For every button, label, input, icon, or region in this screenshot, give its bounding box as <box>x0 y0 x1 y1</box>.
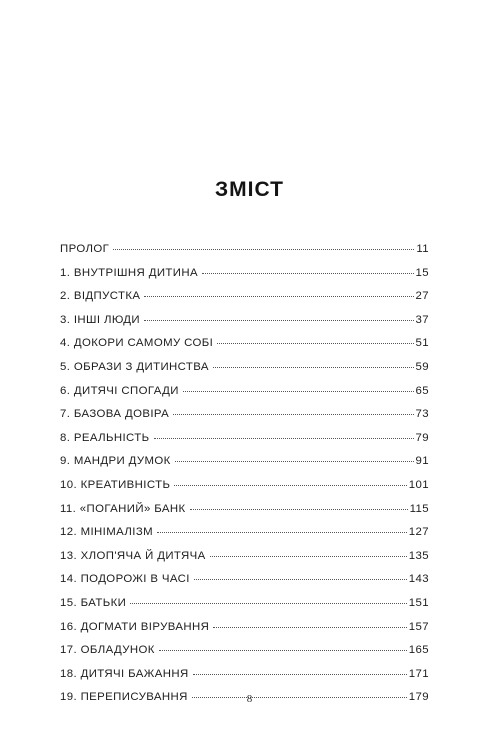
toc-entry-title: 15. БАТЬКИ <box>60 596 127 609</box>
toc-entry-page-number: 143 <box>408 573 429 586</box>
toc-entry-page-number: 11 <box>416 243 429 255</box>
toc-entry-title: 6. ДИТЯЧІ СПОГАДИ <box>60 384 179 397</box>
toc-entry-title: 17. ОБЛАДУНОК <box>60 644 155 657</box>
toc-entry-page-number: 37 <box>415 313 429 326</box>
dot-leader <box>213 367 414 368</box>
toc-entry <box>60 337 429 361</box>
page-title: ЗМІСТ <box>215 178 284 201</box>
dot-leader <box>144 320 414 321</box>
dot-leader <box>175 461 414 462</box>
toc-entry-page-number: 115 <box>409 502 429 515</box>
toc-entry-title: 9. МАНДРИ ДУМОК <box>60 455 171 468</box>
toc-entry-page-number: 151 <box>408 596 429 609</box>
toc-entry-title: 8. РЕАЛЬНІСТЬ <box>60 431 150 444</box>
dot-leader <box>217 343 413 344</box>
toc-entry-page-number: 59 <box>415 360 429 373</box>
dot-leader <box>174 485 406 486</box>
toc-entry-page-number: 51 <box>415 337 429 350</box>
toc-entry <box>60 432 429 456</box>
dot-leader <box>193 674 407 675</box>
dot-leader <box>194 579 407 580</box>
table-of-contents <box>60 243 429 715</box>
dot-leader <box>144 296 413 297</box>
toc-entry-page-number: 79 <box>415 431 429 444</box>
toc-entry <box>60 644 429 668</box>
dot-leader <box>173 414 413 415</box>
dot-leader <box>190 509 408 510</box>
toc-entry <box>60 361 429 385</box>
toc-entry-title: 2. ВІДПУСТКА <box>60 290 141 303</box>
toc-entry-title: 13. ХЛОП'ЯЧА Й ДИТЯЧА <box>60 549 206 562</box>
toc-entry <box>60 573 429 597</box>
toc-entry-page-number: 135 <box>408 549 429 562</box>
toc-entry-title: 14. ПОДОРОЖІ В ЧАСІ <box>60 573 190 586</box>
toc-entry <box>60 503 429 527</box>
toc-entry <box>60 385 429 409</box>
dot-leader <box>202 273 414 274</box>
page-number: 8 <box>246 693 253 705</box>
toc-entry-title: 11. «ПОГАНИЙ» БАНК <box>60 502 186 515</box>
toc-entry-title: 5. ОБРАЗИ З ДИТИНСТВА <box>60 360 209 373</box>
toc-entry-title: 10. КРЕАТИВНІСТЬ <box>60 478 171 491</box>
toc-entry-page-number: 157 <box>408 620 429 633</box>
toc-entry-title: 12. МІНІМАЛІЗМ <box>60 526 153 539</box>
toc-entry-page-number: 171 <box>408 667 429 680</box>
toc-entry-title: 4. ДОКОРИ САМОМУ СОБІ <box>60 337 214 350</box>
dot-leader <box>213 627 407 628</box>
toc-entry <box>60 243 429 267</box>
toc-entry-page-number: 73 <box>415 408 429 421</box>
toc-entry <box>60 408 429 432</box>
dot-leader <box>159 650 407 651</box>
toc-entry-title: 16. ДОГМАТИ ВІРУВАННЯ <box>60 620 210 633</box>
dot-leader <box>210 556 407 557</box>
toc-entry-title: 7. БАЗОВА ДОВІРА <box>60 408 170 421</box>
toc-entry-page-number: 65 <box>415 384 429 397</box>
dot-leader <box>154 438 414 439</box>
toc-entry-page-number: 15 <box>415 266 429 279</box>
toc-entry-page-number: 101 <box>408 478 429 491</box>
toc-entry <box>60 668 429 692</box>
toc-entry <box>60 597 429 621</box>
toc-entry-page-number: 91 <box>415 455 429 468</box>
dot-leader <box>183 391 414 392</box>
toc-entry-title: 3. ІНШІ ЛЮДИ <box>60 313 141 326</box>
toc-entry <box>60 621 429 645</box>
toc-entry-title: 1. ВНУТРІШНЯ ДИТИНА <box>60 266 198 279</box>
toc-entry <box>60 314 429 338</box>
toc-entry <box>60 455 429 479</box>
toc-entry-title: ПРОЛОГ <box>60 243 110 255</box>
toc-entry-page-number: 127 <box>408 526 429 539</box>
toc-entry <box>60 267 429 291</box>
toc-entry <box>60 479 429 503</box>
dot-leader <box>130 603 407 604</box>
toc-entry-title: 18. ДИТЯЧІ БАЖАННЯ <box>60 667 189 680</box>
toc-entry <box>60 290 429 314</box>
toc-entry-page-number: 179 <box>408 691 429 704</box>
toc-entry-title: 19. ПЕРЕПИСУВАННЯ <box>60 691 188 704</box>
toc-entry-page-number: 165 <box>408 644 429 657</box>
toc-entry <box>60 526 429 550</box>
toc-entry-page-number: 27 <box>415 290 429 303</box>
dot-leader <box>157 532 407 533</box>
toc-entry <box>60 550 429 574</box>
dot-leader <box>113 249 414 250</box>
